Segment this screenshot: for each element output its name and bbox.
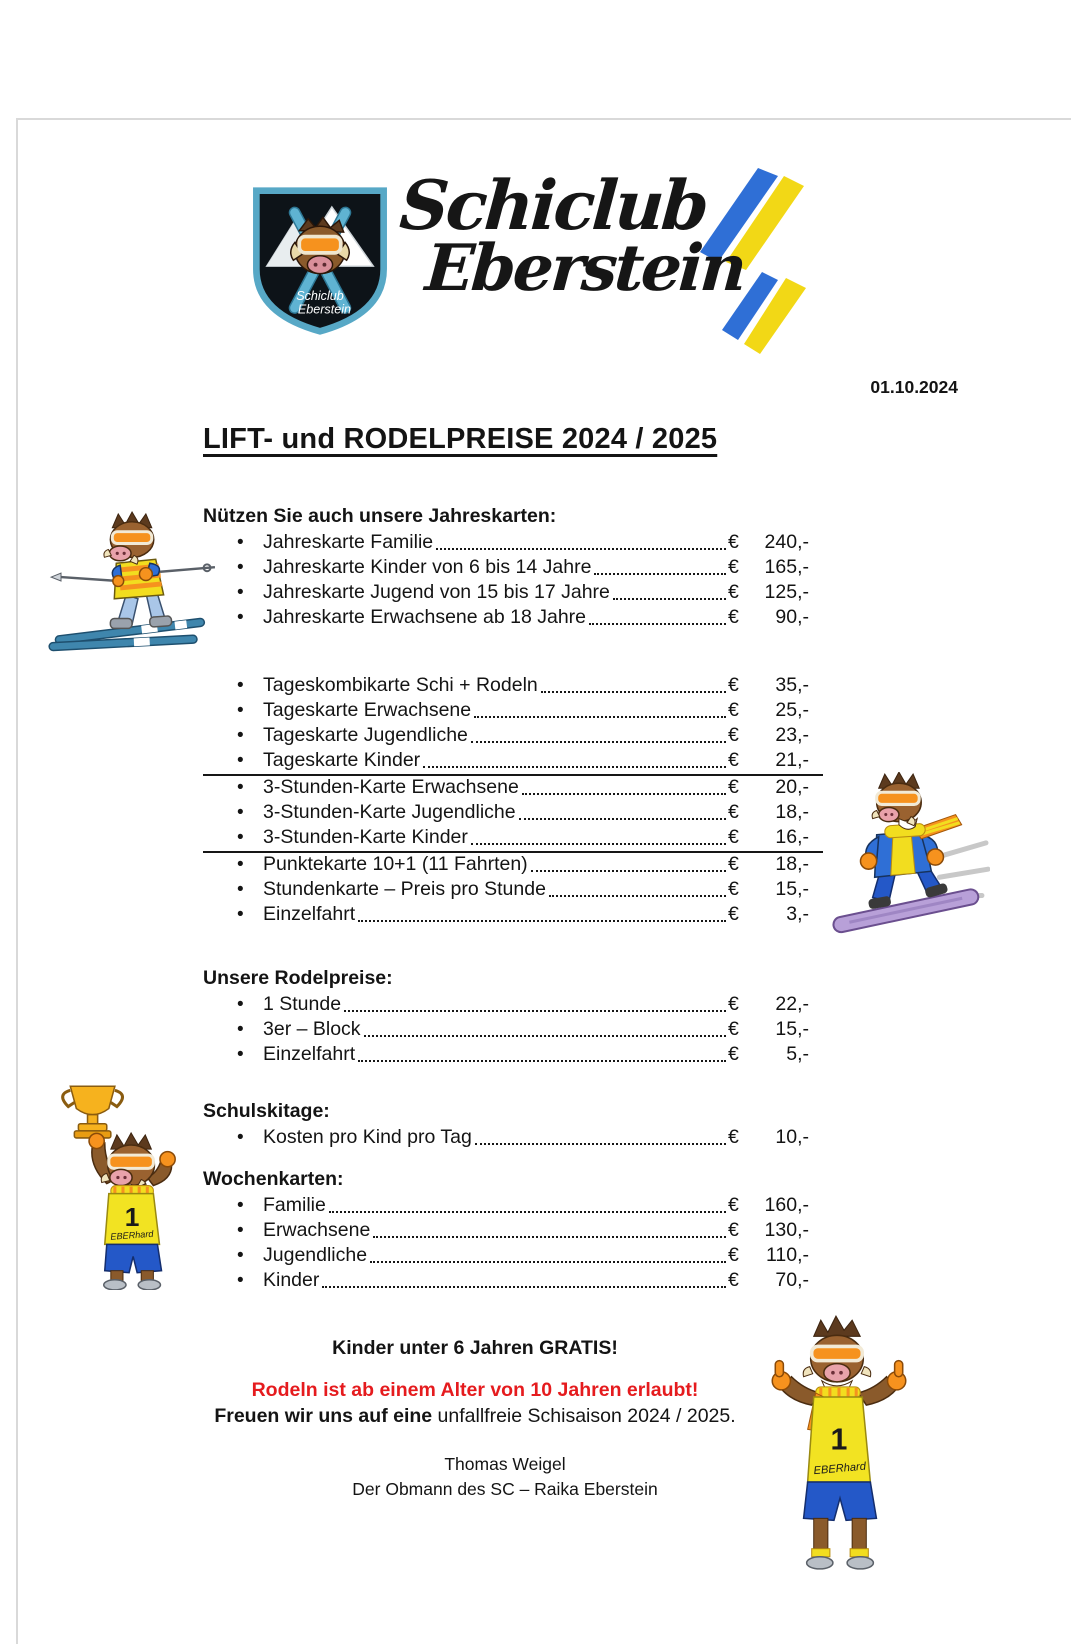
dot-leader xyxy=(358,920,726,922)
dot-leader xyxy=(436,548,726,550)
dot-leader xyxy=(531,870,726,872)
euro-sign: € xyxy=(728,724,739,746)
jersey-number: 1 xyxy=(830,1423,848,1457)
euro-sign: € xyxy=(728,749,739,771)
price-row-underlined xyxy=(203,826,823,853)
item-label: • Tageskarte Kinder xyxy=(263,749,421,771)
section-rodelpreise xyxy=(203,967,823,1068)
badge-text-line2: Eberstein xyxy=(297,302,352,317)
price-row-underlined xyxy=(203,749,823,776)
trophy-boar-icon xyxy=(48,1072,200,1290)
section-tageskarten xyxy=(203,674,823,928)
euro-sign: € xyxy=(728,993,739,1015)
dot-leader xyxy=(423,766,726,768)
item-label: • 3er – Block xyxy=(263,1018,361,1040)
price-row xyxy=(203,699,823,724)
euro-sign: € xyxy=(728,801,739,823)
euro-sign: € xyxy=(728,853,739,875)
price-row xyxy=(203,1043,823,1068)
euro-sign: € xyxy=(728,699,739,721)
item-price: 23,- xyxy=(775,724,809,746)
euro-sign: € xyxy=(728,1269,739,1291)
price-row xyxy=(203,1269,823,1294)
snowboarding-boar-mascot xyxy=(818,772,990,934)
euro-sign: € xyxy=(728,826,739,848)
price-row xyxy=(203,606,823,631)
item-label: • Tageskarte Erwachsene xyxy=(263,699,472,721)
item-label: • Einzelfahrt xyxy=(263,903,356,925)
dot-leader xyxy=(522,793,726,795)
item-price: 35,- xyxy=(775,674,809,696)
section-schulskitage xyxy=(203,1100,823,1151)
price-row xyxy=(203,878,823,903)
item-price: 21,- xyxy=(775,749,809,771)
jersey-name: EBERhard xyxy=(110,1228,154,1242)
euro-sign: € xyxy=(728,1043,739,1065)
item-price: 25,- xyxy=(775,699,809,721)
signature-name: Thomas Weigel xyxy=(444,1454,566,1474)
item-price: 15,- xyxy=(775,1018,809,1040)
price-row xyxy=(203,1219,823,1244)
item-price: 5,- xyxy=(786,1043,809,1065)
euro-sign: € xyxy=(728,531,739,553)
item-price: 165,- xyxy=(764,556,809,578)
item-price: 130,- xyxy=(764,1219,809,1241)
snowboarding-boar-icon xyxy=(818,772,990,934)
jersey-name: EBERhard xyxy=(813,1460,867,1478)
price-row xyxy=(203,1194,823,1219)
signature-block xyxy=(215,1452,795,1502)
rodeln-age-notice: Rodeln ist ab einem Alter von 10 Jahren erlaubt! xyxy=(251,1379,699,1401)
brand-line2: Eberstein xyxy=(423,231,747,306)
item-price: 16,- xyxy=(775,826,809,848)
item-label: • Erwachsene xyxy=(263,1219,371,1241)
item-label: • 3-Stunden-Karte Kinder xyxy=(263,826,468,848)
item-label: • Familie xyxy=(263,1194,326,1216)
item-label: • Tageskombikarte Schi + Rodeln xyxy=(263,674,538,696)
item-price: 15,- xyxy=(775,878,809,900)
dot-leader xyxy=(373,1236,726,1238)
price-list xyxy=(203,505,823,1294)
trophy-boar-mascot xyxy=(48,1072,200,1290)
dot-leader xyxy=(475,1143,726,1145)
section-heading: Schulskitage: xyxy=(203,1100,330,1122)
price-row xyxy=(203,801,823,826)
item-price: 10,- xyxy=(775,1126,809,1148)
dot-leader xyxy=(364,1035,726,1037)
euro-sign: € xyxy=(728,556,739,578)
dot-leader xyxy=(329,1211,726,1213)
section-wochenkarten xyxy=(203,1168,823,1294)
section-heading: Unsere Rodelpreise: xyxy=(203,967,393,989)
item-label: • Stundenkarte – Preis pro Stunde xyxy=(263,878,546,900)
euro-sign: € xyxy=(728,878,739,900)
price-row xyxy=(203,993,823,1018)
signature-role: Der Obmann des SC – Raika Eberstein xyxy=(352,1479,658,1499)
brand-line1: Schiclub xyxy=(397,166,709,246)
euro-sign: € xyxy=(728,776,739,798)
item-label: • Jahreskarte Erwachsene ab 18 Jahre xyxy=(263,606,587,628)
dot-leader xyxy=(471,741,726,743)
dot-leader xyxy=(358,1060,726,1062)
item-price: 20,- xyxy=(775,776,809,798)
item-price: 22,- xyxy=(775,993,809,1015)
item-label: • Jahreskarte Kinder von 6 bis 14 Jahre xyxy=(263,556,592,578)
item-label: • Jugendliche xyxy=(263,1244,368,1266)
dot-leader xyxy=(549,895,726,897)
club-badge-logo xyxy=(246,183,394,339)
dot-leader xyxy=(471,843,726,845)
item-price: 3,- xyxy=(786,903,809,925)
dot-leader xyxy=(519,818,726,820)
euro-sign: € xyxy=(728,1244,739,1266)
item-label: • Jahreskarte Familie xyxy=(263,531,434,553)
jersey-number: 1 xyxy=(124,1202,140,1233)
price-row xyxy=(203,531,823,556)
item-price: 125,- xyxy=(764,581,809,603)
skiing-boar-mascot xyxy=(45,508,227,656)
euro-sign: € xyxy=(728,1219,739,1241)
item-label: • Jahreskarte Jugend von 15 bis 17 Jahre xyxy=(263,581,610,603)
club-shield-icon xyxy=(246,183,394,339)
price-row xyxy=(203,903,823,928)
dot-leader xyxy=(541,691,726,693)
price-row xyxy=(203,853,823,878)
item-label: • 3-Stunden-Karte Erwachsene xyxy=(263,776,519,798)
item-label: • Kinder xyxy=(263,1269,320,1291)
price-row xyxy=(203,581,823,606)
price-row xyxy=(203,724,823,749)
dot-leader xyxy=(589,623,726,625)
item-price: 240,- xyxy=(764,531,809,553)
euro-sign: € xyxy=(728,1194,739,1216)
dot-leader xyxy=(594,573,726,575)
item-price: 90,- xyxy=(775,606,809,628)
footer-notices xyxy=(125,1335,825,1429)
item-price: 18,- xyxy=(775,801,809,823)
item-label: • 3-Stunden-Karte Jugendliche xyxy=(263,801,516,823)
price-row xyxy=(203,556,823,581)
price-row xyxy=(203,1244,823,1269)
item-label: • Einzelfahrt xyxy=(263,1043,356,1065)
price-row xyxy=(203,1126,823,1151)
season-wish-bold: Freuen wir uns auf eine xyxy=(214,1405,433,1427)
dot-leader xyxy=(370,1261,726,1263)
section-jahreskarten xyxy=(203,505,823,631)
item-label: • Punktekarte 10+1 (11 Fahrten) xyxy=(263,853,528,875)
item-label: • 1 Stunde xyxy=(263,993,342,1015)
euro-sign: € xyxy=(728,581,739,603)
price-row xyxy=(203,674,823,699)
price-row xyxy=(203,776,823,801)
item-label: • Tageskarte Jugendliche xyxy=(263,724,468,746)
euro-sign: € xyxy=(728,1018,739,1040)
dot-leader xyxy=(474,716,726,718)
item-label: • Kosten pro Kind pro Tag xyxy=(263,1126,472,1148)
badge-text-line1: Schiclub xyxy=(296,289,344,304)
euro-sign: € xyxy=(728,1126,739,1148)
dot-leader xyxy=(344,1010,726,1012)
item-price: 110,- xyxy=(766,1244,809,1266)
price-row xyxy=(203,1018,823,1043)
dot-leader xyxy=(322,1286,726,1288)
item-price: 70,- xyxy=(775,1269,809,1291)
thumbs-up-boar-mascot xyxy=(763,1308,915,1576)
item-price: 160,- xyxy=(764,1194,809,1216)
page-title: LIFT- und RODELPREISE 2024 / 2025 xyxy=(203,423,718,455)
section-heading: Nützen Sie auch unsere Jahreskarten: xyxy=(203,505,557,527)
euro-sign: € xyxy=(728,674,739,696)
euro-sign: € xyxy=(728,606,739,628)
season-wish xyxy=(125,1403,825,1429)
brand-wordmark xyxy=(393,166,832,306)
skiing-boar-icon xyxy=(45,508,227,656)
document-date: 01.10.2024 xyxy=(870,377,958,397)
season-wish-rest: unfallfreie Schisaison 2024 / 2025. xyxy=(437,1405,736,1427)
thumbs-up-boar-icon xyxy=(763,1308,915,1576)
section-heading: Wochenkarten: xyxy=(203,1168,344,1190)
gratis-notice: Kinder unter 6 Jahren GRATIS! xyxy=(332,1337,618,1359)
euro-sign: € xyxy=(728,903,739,925)
item-price: 18,- xyxy=(775,853,809,875)
dot-leader xyxy=(613,598,726,600)
